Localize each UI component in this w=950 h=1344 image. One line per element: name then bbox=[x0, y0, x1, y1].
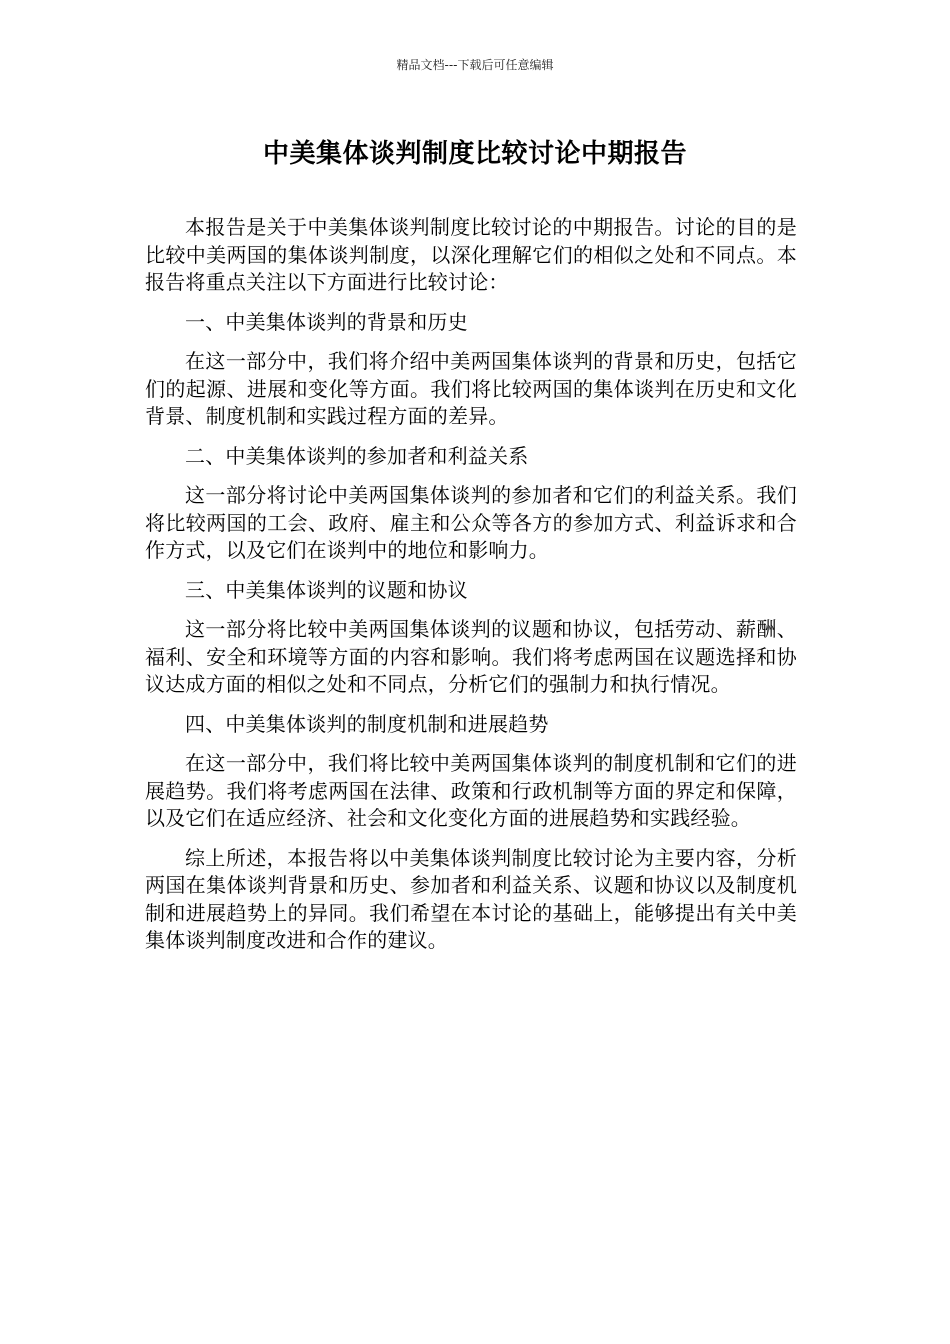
section-heading-1: 一、中美集体谈判的背景和历史 bbox=[185, 309, 468, 334]
section-body-3: 这一部分将比较中美两国集体谈判的议题和协议，包括劳动、薪酬、福利、安全和环境等方面的内容和影响。我们将考虑两国在议题选择和协议达成方面的相似之处和不同点，分析它们的强制力和执行情况。 bbox=[145, 617, 797, 696]
section-body-2: 这一部分将讨论中美两国集体谈判的参加者和它们的利益关系。我们将比较两国的工会、政府、雇主和公众等各方的参加方式、利益诉求和合作方式，以及它们在谈判中的地位和影响力。 bbox=[145, 483, 797, 562]
section-body-1: 在这一部分中，我们将介绍中美两国集体谈判的背景和历史，包括它们的起源、进展和变化等方面。我们将比较两国的集体谈判在历史和文化背景、制度机制和实践过程方面的差异。 bbox=[145, 349, 797, 428]
section-heading-3: 三、中美集体谈判的议题和协议 bbox=[185, 577, 468, 602]
section-heading-4: 四、中美集体谈判的制度机制和进展趋势 bbox=[185, 711, 549, 736]
document-title: 中美集体谈判制度比较讨论中期报告 bbox=[262, 139, 687, 169]
section-body-4: 在这一部分中，我们将比较中美两国集体谈判的制度机制和它们的进展趋势。我们将考虑两国在法律、政策和行政机制等方面的界定和保障，以及它们在适应经济、社会和文化变化方面的进展趋势和实践经验。 bbox=[145, 751, 797, 830]
section-heading-2: 二、中美集体谈判的参加者和利益关系 bbox=[185, 443, 529, 468]
document-body bbox=[145, 214, 797, 967]
header-note: 精品文档---下载后可任意编辑 bbox=[396, 58, 554, 72]
conclusion-paragraph: 综上所述，本报告将以中美集体谈判制度比较讨论为主要内容，分析两国在集体谈判背景和历史、参加者和利益关系、议题和协议以及制度机制和进展趋势上的异同。我们希望在本讨论的基础上，能够提出有关中美集体谈判制度改进和合作的建议。 bbox=[145, 845, 797, 952]
intro-paragraph: 本报告是关于中美集体谈判制度比较讨论的中期报告。讨论的目的是比较中美两国的集体谈判制度，以深化理解它们的相似之处和不同点。本报告将重点关注以下方面进行比较讨论： bbox=[145, 215, 797, 294]
